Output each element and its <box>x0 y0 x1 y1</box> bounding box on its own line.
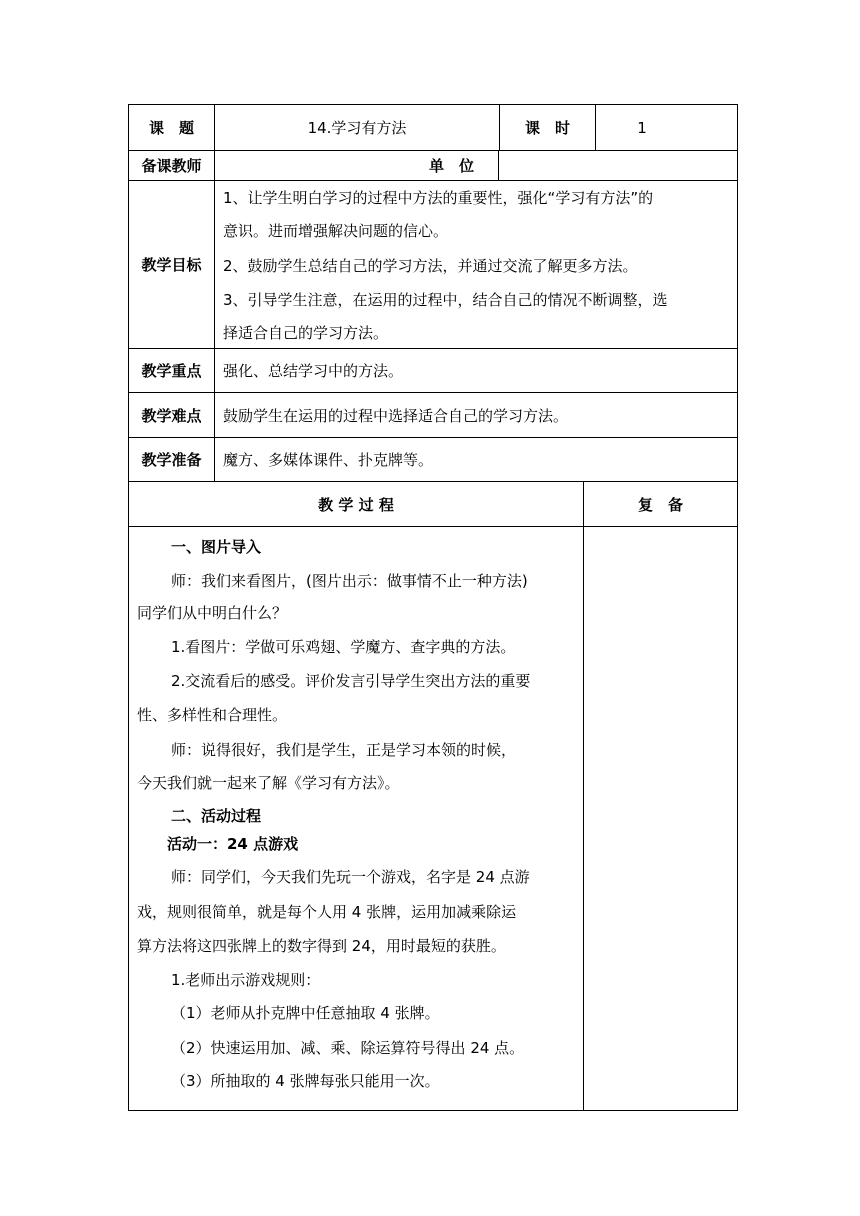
process-line: 师：同学们，今天我们先玩一个游戏，名字是 24 点游 <box>171 868 530 886</box>
activity-heading: 活动一：24 点游戏 <box>167 835 299 853</box>
objectives-label: 教学目标 <box>141 256 202 274</box>
difficulties-label: 教学难点 <box>141 406 202 425</box>
topic-label: 课 题 <box>148 119 194 137</box>
section-heading: 一、图片导入 <box>171 538 262 556</box>
unit-value <box>499 151 737 180</box>
row-divider <box>129 180 737 181</box>
process-line: 性、多样性和合理性。 <box>137 706 288 724</box>
process-line: 师：说得很好，我们是学生，正是学习本领的时候， <box>171 741 517 759</box>
process-line: 2.交流看后的感受。评价发言引导学生突出方法的重要 <box>171 672 531 690</box>
process-line: （2）快速运用加、减、乘、除运算符号得出 24 点。 <box>171 1039 525 1057</box>
objective-line: 择适合自己的学习方法。 <box>223 324 389 342</box>
process-header: 教 学 过 程 <box>318 495 394 514</box>
process-line: 同学们从中明白什么？ <box>137 604 288 622</box>
objective-line: 2、鼓励学生总结自己的学习方法，并通过交流了解更多方法。 <box>223 257 638 275</box>
col-divider <box>583 481 584 1110</box>
objective-line: 意识。进而增强解决问题的信心。 <box>223 222 449 240</box>
difficulties-value: 鼓励学生在运用的过程中选择适合自己的学习方法。 <box>223 406 569 425</box>
preparation-value: 魔方、多媒体课件、扑克牌等。 <box>223 451 434 469</box>
process-line: （1）老师从扑克牌中任意抽取 4 张牌。 <box>171 1004 440 1022</box>
process-line: （3）所抽取的 4 张牌每张只能用一次。 <box>171 1072 440 1090</box>
topic-value: 14.学习有方法 <box>307 119 407 137</box>
process-line: 戏，规则很简单，就是每个人用 4 张牌，运用加减乘除运 <box>137 903 517 921</box>
teacher-label: 备课教师 <box>141 157 202 175</box>
row-divider <box>129 526 737 527</box>
preparation-label: 教学准备 <box>141 451 202 469</box>
lesson-plan-table <box>128 104 738 1111</box>
process-line: 算方法将这四张牌上的数字得到 24，用时最短的获胜。 <box>137 937 506 955</box>
unit-label: 单 位 <box>428 157 474 175</box>
teacher-value <box>215 151 405 180</box>
key-points-value: 强化、总结学习中的方法。 <box>223 362 404 380</box>
period-value: 1 <box>637 118 647 137</box>
objective-line: 1、让学生明白学习的过程中方法的重要性，强化“学习有方法”的 <box>223 189 654 207</box>
process-line: 1.看图片：学做可乐鸡翅、学魔方、查字典的方法。 <box>171 638 516 656</box>
key-points-label: 教学重点 <box>141 362 202 380</box>
period-label: 课 时 <box>524 119 570 137</box>
objective-line: 3、引导学生注意，在运用的过程中，结合自己的情况不断调整，选 <box>223 291 668 309</box>
process-line: 师：我们来看图片，(图片出示：做事情不止一种方法) <box>171 572 528 590</box>
section-heading: 二、活动过程 <box>171 807 262 825</box>
process-line: 今天我们就一起来了解《学习有方法》。 <box>137 774 400 792</box>
review-header: 复 备 <box>637 495 683 514</box>
process-line: 1.老师出示游戏规则： <box>171 971 321 989</box>
